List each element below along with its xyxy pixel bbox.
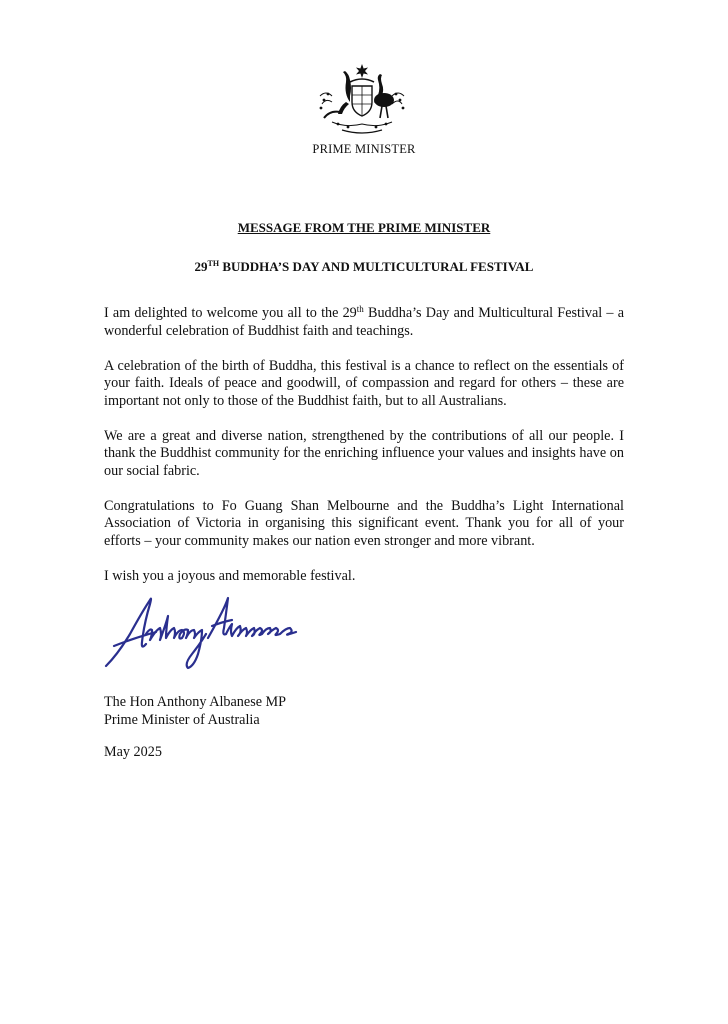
signatory-name: The Hon Anthony Albanese MP	[104, 694, 287, 710]
paragraph-nation: We are a great and diverse nation, strengthened by the contributions of all our people. I thank the Buddhist community for the enriching influence your values and insights have on our social fabric.	[104, 427, 624, 479]
paragraph-welcome-start: I am delighted to welcome you all to the 29	[104, 305, 357, 321]
paragraph-celebration: A celebration of the birth of Buddha, this festival is a chance to reflect on the essentials of your faith. Ideals of peace and goodwill, of compassion and regard for others – these are important not only to those of the Buddhist faith, but to all Australians.	[104, 357, 624, 409]
message-heading: MESSAGE FROM THE PRIME MINISTER	[237, 220, 491, 235]
office-title: PRIME MINISTER	[312, 142, 416, 156]
paragraph-congratulations: Congratulations to Fo Guang Shan Melbourne and the Buddha’s Light International Association of Victoria in organising this significant event. Thank you for all of your efforts – your community makes our nation even stronger and more vibrant.	[104, 497, 624, 549]
ordinal-suffix: th	[356, 304, 364, 314]
event-number: 29	[194, 259, 208, 274]
event-number-suffix: TH	[207, 259, 220, 268]
paragraph-closing: I wish you a joyous and memorable festival.	[104, 567, 356, 584]
event-name: BUDDHA’S DAY AND MULTICULTURAL FESTIVAL	[222, 259, 534, 274]
signatory-block	[104, 694, 286, 729]
handwritten-signature	[104, 594, 304, 674]
letter-body	[104, 305, 624, 603]
event-title	[0, 259, 728, 275]
signatory-title: Prime Minister of Australia	[104, 711, 260, 728]
paragraph-welcome-end: Buddha’s Day and Multicultural Festival – a wonderful celebration of Buddhist faith and teachings.	[104, 305, 624, 339]
letter-date: May 2025	[104, 744, 162, 760]
coat-of-arms-icon	[316, 62, 408, 136]
paragraph-welcome	[104, 305, 624, 340]
